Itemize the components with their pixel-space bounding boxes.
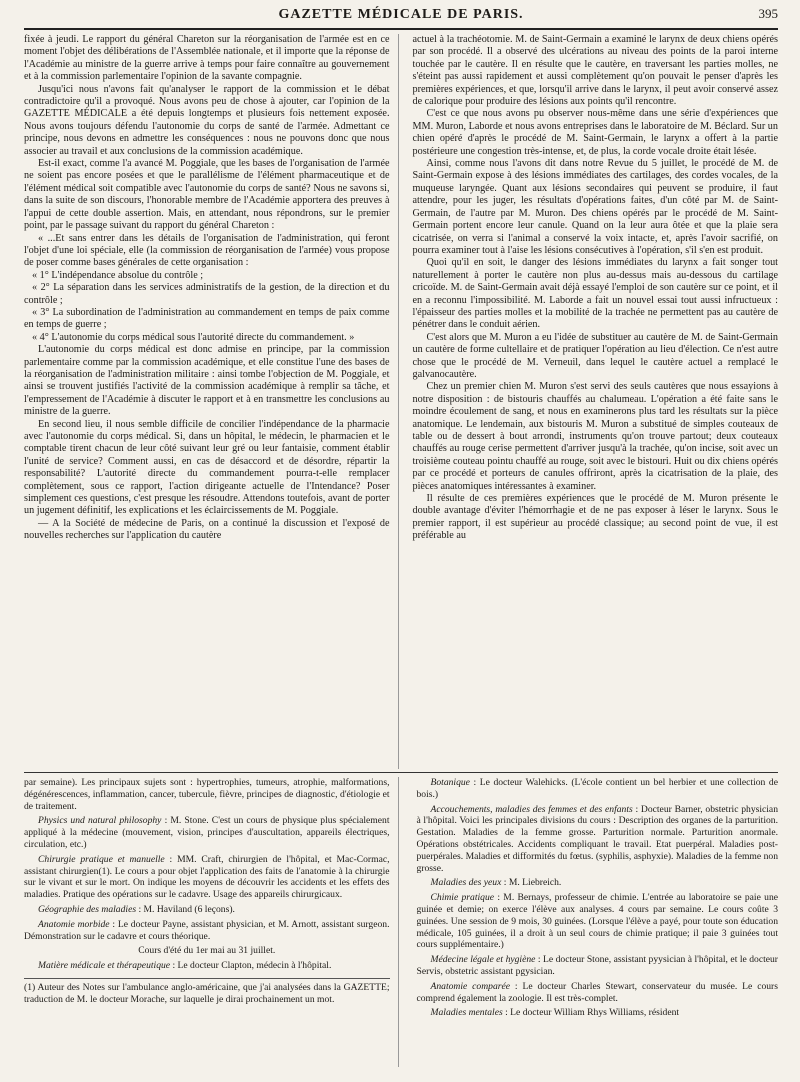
summer-heading: Cours d'été du 1er mai au 31 juillet.	[138, 945, 276, 957]
course-entry	[413, 777, 779, 801]
paragraph: actuel à la trachéotomie. M. de Saint-Germain a examiné le larynx de deux chiens opérés par son procédé. Il a observé des ulcérations au niveau des points de la paroi interne touchée par le cautère. Il en résulte que le cautère, en traversant les parties molles, ne s'éteint pas aussi rapidement et aussi complètement qu'on pouvait le penser d'après les premières expériences, et que, lorsqu'il arrive dans le larynx, il peut avoir conservé assez de calorique pour produire des lésions aux points qu'il rencontre.	[412, 34, 778, 108]
course-entry	[413, 877, 779, 889]
course-entry	[413, 892, 779, 951]
course-text: : Le docteur Walehicks. (L'école contient un bel herbier et une collection de bois.)	[416, 777, 778, 800]
course-label: Géographie des maladies	[38, 903, 137, 915]
section-divider	[24, 772, 778, 773]
quote-item: « 4° L'autonomie du corps médical sous l'autorité directe du commandement. »	[32, 331, 355, 343]
lower-right-column	[413, 777, 779, 1067]
paragraph: Il résulte de ces premières expériences que le procédé de M. Muron présente le double avantage d'éviter l'hémorrhagie et de ne pas exposer à léser le larynx. Sous le premier rapport, il est supérieur au procédé classique; au second point de vue, il est préférable au	[412, 493, 778, 542]
course-text: : Le docteur Stone, assistant pyysician à l'hôpital, et le docteur Servis, obstetric assistant pgysician.	[416, 954, 778, 977]
course-text: : Le docteur Charles Stewart, conservateur du musée. Le cours comprend également la zoologie. Il est très-complet.	[416, 980, 778, 1004]
intro-paragraph: par semaine). Les principaux sujets sont : hypertrophies, tumeurs, atrophie, malformations, dégénérescences, inflammation, cancer, tubercule, fièvre, principes de diagnostic, d'étiologie et de traitement.	[24, 777, 390, 812]
course-label: Maladies mentales	[430, 1007, 503, 1019]
paragraph: Jusqu'ici nous n'avons fait qu'analyser le rapport de la commission et le débat contradictoire qu'il a provoqué. Nous avons peu de chose à ajouter, car l'opinion de la GAZETTE MÉDICALE a été depuis longtemps et plusieurs fois nettement exposée. Nous avons toujours défendu l'autonomie du corps de santé de l'armée. Admettant ce principe, nous devons en admettre les conséquences : nous ne pouvons donc que nous associer au travail et aux conclusions de la commission académique.	[24, 83, 390, 157]
course-text: : M. Liebreich.	[501, 877, 562, 889]
lower-left-column	[24, 777, 399, 1067]
course-label: Anatomie comparée	[430, 980, 510, 992]
course-text: : Le docteur Clapton, médecin à l'hôpital.	[170, 960, 332, 972]
course-text: : M. Bernays, professeur de chimie. L'entrée au laboratoire se paie une guinée et demie; on exerce l'élève aux analyses. 4 cours par semaine. Le cours coûte 3 guinées. Une session de 9 mois, 30 guinées. (Lorsque l'élève a payé, pour toute son éducation médicale, 105 guinées, il a droit à un seul cours de chimie pratique; il paie 3 guinées tout cours supplémentaire.)	[416, 892, 778, 951]
course-entry	[24, 815, 390, 850]
paragraph: Quoi qu'il en soit, le danger des lésions immédiates du larynx a fait songer tout naturellement à porter le cautère non plus au-dessus mais au-dessous du cartilage cricoïde. M. de Saint-Germain avait déjà essayé l'emploi de son cautère sur ce point, et il en a reconnu l'impossibilité. M. Laborde a fait un nouvel essai tout aussi infructueux : l'épaisseur des parties molles et la mobilité de la trachée ne permettent pas au cautère de pénétrer dans le conduit aérien.	[412, 257, 778, 331]
course-label: Botanique	[430, 777, 470, 788]
paragraph: C'est alors que M. Muron a eu l'idée de substituer au cautère de M. de Saint-Germain un cautère de forme cultellaire et de pratiquer l'opération au lieu d'élection. Ce n'est autre chose que le procédé de M. Verneuil, dans lequel le cautère actuel a remplacé le galvanocautère.	[412, 331, 778, 380]
quote-paragraph: « ...Et sans entrer dans les détails de l'organisation de l'administration, qui feront l'objet d'une loi spéciale, elle (la commission de réorganisation de l'armée) vous propose de poser comme bases générales de cette organisation :	[24, 232, 390, 269]
course-label: Physics und natural philosophy	[38, 815, 162, 827]
course-label: Maladies des yeux	[430, 877, 502, 889]
course-entry	[413, 981, 779, 1005]
paragraph: fixée à jeudi. Le rapport du général Chareton sur la réorganisation de l'armée est en ce moment l'objet des délibérations de l'Assemblée nationale, et il importe que la réponse de l'Académie au ministre de la guerre arrive à temps pour faire connaître au gouvernement et à la commission parlementaire l'opinion de la savante compagnie.	[24, 34, 390, 83]
journal-title: GAZETTE MÉDICALE DE PARIS.	[278, 7, 524, 22]
course-entry	[24, 919, 390, 943]
course-text: : Le docteur Payne, assistant physician, et M. Arnott, assistant surgeon. Démonstration sur le cadavre et cours théorique.	[24, 918, 390, 942]
upper-right-column	[413, 34, 779, 769]
course-entry	[24, 904, 390, 916]
course-text: : MM. Craft, chirurgien de l'hôpital, et Mac-Cormac, assistant chirurgien(1). Le cours a pour objet l'application des faits de l'anatomie à la chirurgie sur le vivant et sur le mort. On indique les moyens de découvrir les accidents et les effets des maladies. Pratique des opérations sur le cadavre. Usage des appareils chirurgicaux.	[24, 853, 390, 901]
course-label: Chirurgie pratique et manuelle	[38, 853, 165, 865]
course-text: : M. Stone. C'est un cours de physique plus spécialement appliqué à la médecine (mouvement, vision, principes d'auscultation, appareils électriques, circulation, etc.)	[24, 815, 390, 850]
course-entry	[24, 960, 390, 972]
lower-section	[24, 777, 778, 1067]
course-entry	[413, 1007, 779, 1019]
course-label: Accouchements, maladies des femmes et des enfants	[430, 803, 633, 815]
course-label: Chimie pratique	[430, 892, 495, 904]
course-text: : Le docteur William Rhys Williams, résident	[502, 1007, 680, 1019]
course-label: Anatomie morbide	[38, 918, 110, 930]
page-number: 395	[758, 6, 778, 21]
footnote-text: (1) Auteur des Notes sur l'ambulance anglo-américaine, que j'ai analysées dans la GAZETTE; traduction de M. le docteur Morache, sur laquelle je dirai prochainement un mot.	[24, 981, 390, 1005]
course-entry	[24, 854, 390, 901]
quote-item: « 1° L'indépendance absolue du contrôle ;	[32, 269, 204, 281]
course-label: Matière médicale et thérapeutique	[38, 960, 171, 972]
paragraph: C'est ce que nous avons pu observer nous-même dans une série d'expériences que MM. Muron, Laborde et nous avons entreprises dans le laboratoire de M. Béclard. Sur un chien opéré d'après le procédé de M. Saint-Germain, le larynx a offert à la partie postérieure une congestion très-intense, et, de plus, la corde vocale droite était lésée.	[412, 108, 778, 157]
upper-section	[24, 34, 778, 769]
paragraph: — A la Société de médecine de Paris, on a continué la discussion et l'exposé de nouvelles recherches sur l'application du cautère	[24, 517, 390, 542]
course-label: Médecine légale et hygiène	[430, 954, 536, 966]
upper-left-column	[24, 34, 399, 769]
footnote	[24, 978, 390, 1005]
course-entry	[413, 954, 779, 978]
quote-item: « 2° La séparation dans les services administratifs de la gestion, de la direction et du contrôle ;	[24, 282, 390, 306]
course-entry	[413, 804, 779, 875]
paragraph: Est-il exact, comme l'a avancé M. Poggiale, que les bases de l'organisation de l'armée ne soient pas encore posées et que le parallélisme de l'élément pharmaceutique et de l'élément médical soit compatible avec l'autonomie du corps de santé? Nous ne savons si, dans la suite de son discours, l'honorable membre de l'Académie apportera des preuves à l'appui de cette double assertion. Mais, en attendant, nous répondrons, sur le premier point, par le passage suivant du rapport du général Chareton :	[24, 158, 390, 232]
course-text: : M. Haviland (6 leçons).	[136, 903, 235, 915]
page-header	[24, 6, 778, 30]
paragraph: En second lieu, il nous semble difficile de concilier l'indépendance de la pharmacie avec l'autonomie du corps médical. Si, dans un hôpital, le médecin, le pharmacien et le comptable tirent chacun de leur côté suivant leur gré ou leur fantaisie, comment établir l'unité de service? Comment aussi, en cas de désaccord et de désordre, répartir la responsabilité? L'autorité directe du commandement pourra-t-elle remplacer complètement, sous ce rapport, l'action dirigeante actuelle de l'Intendance? Poser simplement ces questions, c'est presque les résoudre. Attendons toutefois, avant de porter un jugement définitif, les explications et les éclaircissements de M. Poggiale.	[24, 418, 390, 517]
paragraph: Chez un premier chien M. Muron s'est servi des seuls cautères que nous essayions à notre disposition : de bistouris chauffés au chalumeau. L'opération a été faite sans le moindre écoulement de sang, et nous en examinerons plus tard les résultats sur la pièce anatomique. Le lendemain, aux bistouris M. Muron a substitué de simples couteaux de table ou de dessert à bout arrondi, instruments qu'on trouve partout; deux couteaux chauffés au rouge cerise permettent d'arriver jusqu'à la trachée, qu'on incise, soit avec un troisième couteau pointu chauffé au rouge, soit avec le bistouri. Huit ou dix chiens opérés par ce procédé et porteurs de canules offriront, après la cicatrisation de la plaie, des pièces anatomiques intéressantes à examiner.	[412, 381, 778, 492]
paragraph: L'autonomie du corps médical est donc admise en principe, par la commission parlementaire comme par la commission académique, et elle constitue l'une des bases de la réorganisation de l'administration militaire : ainsi tombe l'objection de M. Poggiale, et ainsi se trouvent justifiés l'activité de la commission académique à remplir sa tâche, et l'empressement de l'Académie à discuter le rapport et à en transmettre les conclusions au ministre de la guerre.	[24, 344, 390, 418]
quote-item: « 3° La subordination de l'administration au commandement en temps de paix comme en temps de guerre ;	[24, 306, 390, 331]
course-text: : Docteur Barner, obstetric physician à l'hôpital. Voici les principales divisions du cours : Description des organes de la parturition. Gestation. Maladies de la femme grosse. Parturition normale. Parturition anormale. Opérations obstétricales. Accidents compliquant le travail. Etat puerpéral. Maladies post-puerpérales. Maladies et difformités du fœtus. (syphilis, asphyxie). Maladies de la femme non grosse.	[416, 803, 778, 874]
paragraph: Ainsi, comme nous l'avons dit dans notre Revue du 5 juillet, le procédé de M. de Saint-Germain expose à des lésions immédiates des cartilages, des cordes vocales, de la muqueuse laryngée. Quant aux lésions secondaires qui peuvent se produire, il faut attendre, pour les juger, les résultats d'opérations faites, d'un côté par M. de Saint-Germain, de l'autre par M. Muron. Des chiens opérés par le procédé de M. Saint-Germain portent encore leur canule. Quand on la leur aura ôtée et que la plaie sera cicatrisée, on verra si l'animal a conservé la voix intacte, et, après l'avoir sacrifié, on pourra examiner tout à l'aise les lésions consécutives à l'opération, s'il s'en est produit.	[412, 158, 778, 256]
